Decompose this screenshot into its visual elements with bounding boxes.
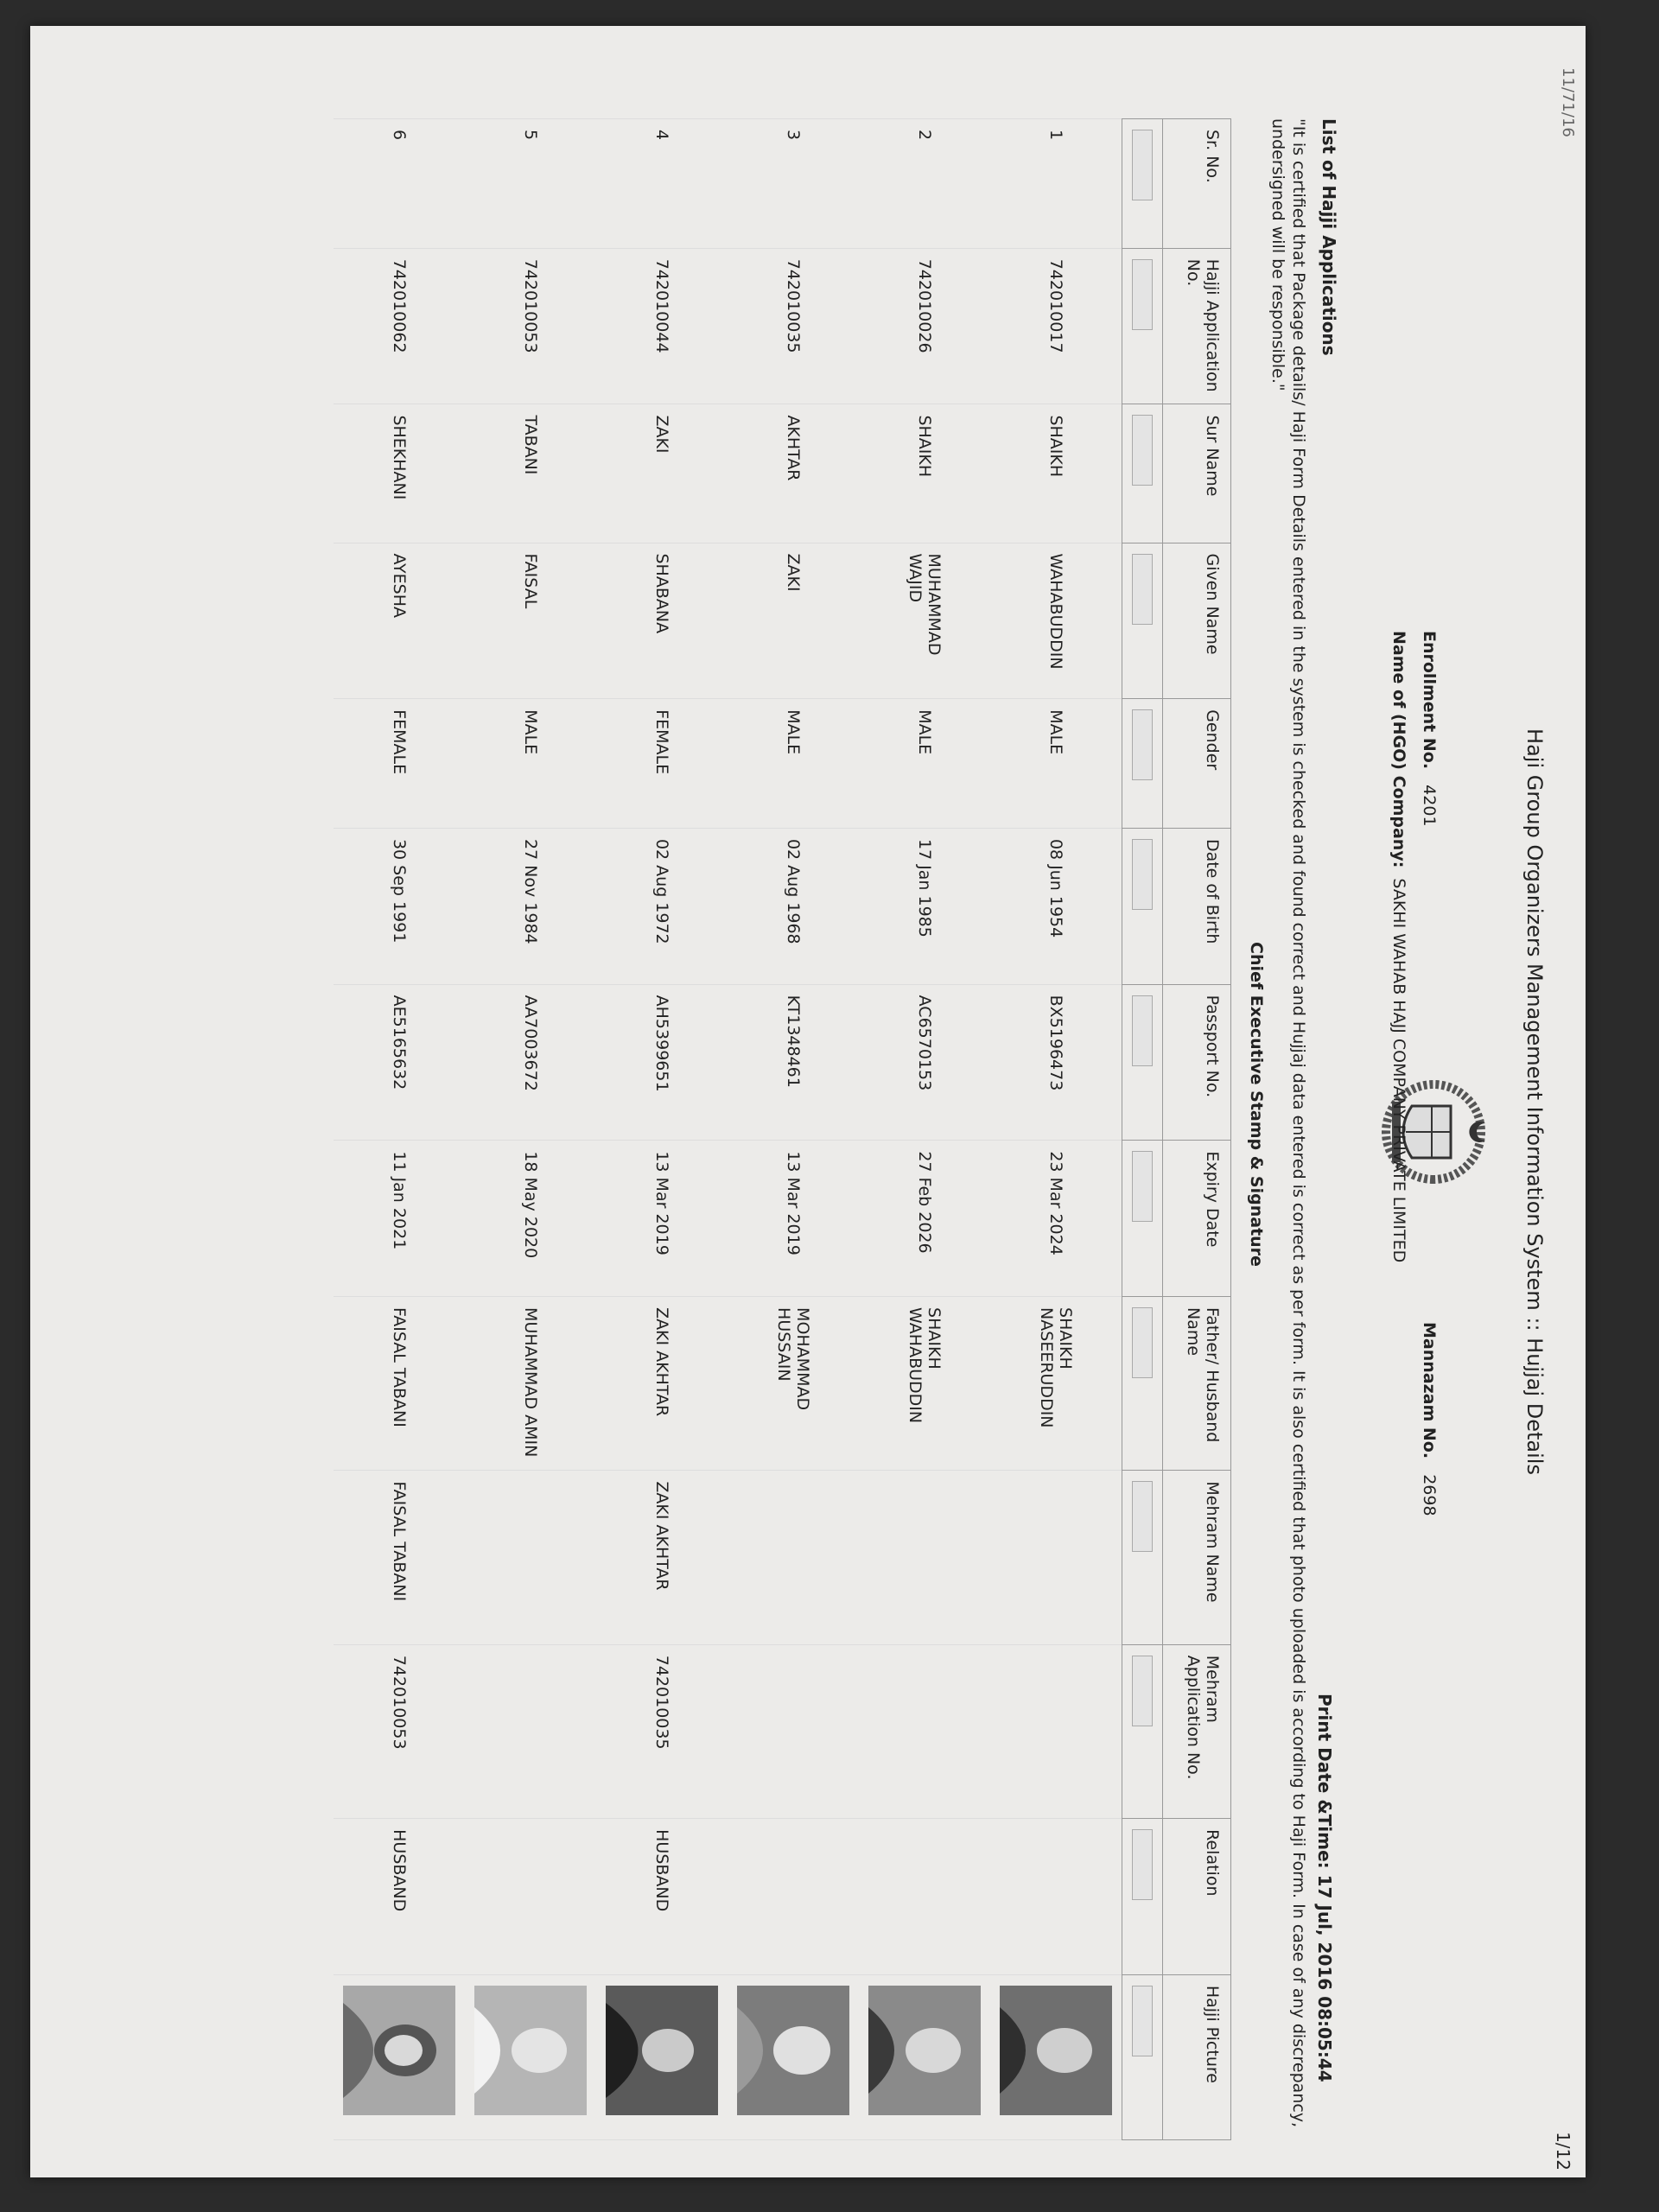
sr-no-cell: 2: [859, 119, 990, 249]
sr-no-cell: 5: [465, 119, 596, 249]
passport-cell: AH5399651: [596, 984, 728, 1141]
dob-cell: 02 Aug 1972: [596, 828, 728, 984]
father-name-cell: FAISAL TABANI: [334, 1297, 465, 1471]
dob-cell: 08 Jun 1954: [990, 828, 1122, 984]
column-header: Hajji Application No.: [1163, 248, 1231, 404]
column-header: Passport No.: [1163, 984, 1231, 1141]
filter-cell: [1122, 828, 1163, 984]
hajji-photo: [868, 1986, 981, 2115]
father-name-cell: SHAIKH NASEERUDDIN: [990, 1297, 1122, 1471]
gender-cell: MALE: [728, 699, 859, 829]
application-no-cell: 742010026: [859, 248, 990, 404]
sur-name-cell: SHEKHANI: [334, 404, 465, 543]
passport-cell: BX5196473: [990, 984, 1122, 1141]
relation-cell: [728, 1819, 859, 1975]
expiry-cell: 23 Mar 2024: [990, 1141, 1122, 1297]
relation-cell: HUSBAND: [596, 1819, 728, 1975]
print-date-value: 17 Jul, 2016 08:05:44: [1314, 1874, 1335, 2082]
sur-name-cell: AKHTAR: [728, 404, 859, 543]
gender-cell: MALE: [859, 699, 990, 829]
picture-cell: [465, 1974, 596, 2139]
mehram-name-cell: [990, 1471, 1122, 1644]
father-name-cell: ZAKI AKHTAR: [596, 1297, 728, 1471]
mehram-app-cell: [728, 1644, 859, 1818]
column-header: Hajji Picture: [1163, 1974, 1231, 2139]
filter-cell: [1122, 1819, 1163, 1975]
mehram-name-cell: ZAKI AKHTAR: [596, 1471, 728, 1644]
expiry-cell: 27 Feb 2026: [859, 1141, 990, 1297]
hajji-applications-table: [334, 118, 1231, 2140]
given-name-cell: WAHABUDDIN: [990, 543, 1122, 699]
filter-cell: [1122, 699, 1163, 829]
mehram-app-cell: 742010053: [334, 1644, 465, 1818]
filter-box: [1132, 1829, 1153, 1900]
table-row: [334, 119, 465, 2140]
given-name-cell: FAISAL: [465, 543, 596, 699]
relation-cell: [465, 1819, 596, 1975]
dob-cell: 30 Sep 1991: [334, 828, 465, 984]
column-header: Sr. No.: [1163, 119, 1231, 249]
filter-box: [1132, 130, 1153, 200]
sr-no-cell: 1: [990, 119, 1122, 249]
expiry-cell: 18 May 2020: [465, 1141, 596, 1297]
passport-cell: AC6570153: [859, 984, 990, 1141]
filter-box: [1132, 259, 1153, 330]
given-name-cell: AYESHA: [334, 543, 465, 699]
company-label: Name of (HGO) Company:: [1389, 631, 1408, 868]
given-name-cell: SHABANA: [596, 543, 728, 699]
table-row: [990, 119, 1122, 2140]
mehram-app-cell: [465, 1644, 596, 1818]
gender-cell: FEMALE: [334, 699, 465, 829]
father-name-cell: MUHAMMAD AMIN: [465, 1297, 596, 1471]
filter-cell: [1122, 1644, 1163, 1818]
picture-cell: [990, 1974, 1122, 2139]
table-row: [728, 119, 859, 2140]
sr-no-cell: 6: [334, 119, 465, 249]
passport-cell: AE5165632: [334, 984, 465, 1141]
father-name-cell: SHAIKH WAHABUDDIN: [859, 1297, 990, 1471]
column-header: Date of Birth: [1163, 828, 1231, 984]
enrollment-label: Enrollment No.: [1420, 631, 1439, 770]
dob-cell: 02 Aug 1968: [728, 828, 859, 984]
print-date: [1314, 1694, 1335, 2082]
filter-box: [1132, 554, 1153, 625]
passport-cell: AA7003672: [465, 984, 596, 1141]
gender-cell: FEMALE: [596, 699, 728, 829]
hajji-photo: [737, 1986, 849, 2115]
filter-cell: [1122, 1297, 1163, 1471]
column-header: Expiry Date: [1163, 1141, 1231, 1297]
column-header: Given Name: [1163, 543, 1231, 699]
page-title: Haji Group Organizers Management Information System :: Hujjaj Details: [1522, 728, 1547, 1475]
filter-cell: [1122, 1141, 1163, 1297]
relation-cell: [859, 1819, 990, 1975]
given-name-cell: MUHAMMAD WAJID: [859, 543, 990, 699]
mehram-name-cell: FAISAL TABANI: [334, 1471, 465, 1644]
filter-box: [1132, 995, 1153, 1066]
filter-cell: [1122, 1471, 1163, 1644]
mehram-name-cell: [728, 1471, 859, 1644]
sur-name-cell: SHAIKH: [990, 404, 1122, 543]
hajji-photo: [1000, 1986, 1112, 2115]
sur-name-cell: SHAIKH: [859, 404, 990, 543]
column-header: Father/ Husband Name: [1163, 1297, 1231, 1471]
filter-box: [1132, 1986, 1153, 2056]
application-no-cell: 742010035: [728, 248, 859, 404]
table-row: [859, 119, 990, 2140]
filter-cell: [1122, 248, 1163, 404]
application-no-cell: 742010017: [990, 248, 1122, 404]
application-no-cell: 742010053: [465, 248, 596, 404]
application-no-cell: 742010044: [596, 248, 728, 404]
hajji-photo: [343, 1986, 455, 2115]
passport-cell: KT1348461: [728, 984, 859, 1141]
mehram-app-cell: 742010035: [596, 1644, 728, 1818]
filter-box: [1132, 1656, 1153, 1726]
mannazam-value: 2698: [1420, 1474, 1439, 1516]
company-value: SAKHI WAHAB HAJJ COMPANY PRIVATE LIMITED: [1389, 878, 1408, 1263]
print-date-label: Print Date &Time:: [1314, 1694, 1335, 1869]
enrollment-number: [1420, 631, 1439, 827]
filter-cell: [1122, 404, 1163, 543]
table-row: [596, 119, 728, 2140]
hajji-photo: [606, 1986, 718, 2115]
column-header: Sur Name: [1163, 404, 1231, 543]
filter-box: [1132, 1481, 1153, 1552]
sur-name-cell: ZAKI: [596, 404, 728, 543]
filter-cell: [1122, 984, 1163, 1141]
filter-cell: [1122, 543, 1163, 699]
mehram-name-cell: [859, 1471, 990, 1644]
sr-no-cell: 3: [728, 119, 859, 249]
picture-cell: [596, 1974, 728, 2139]
gender-cell: MALE: [990, 699, 1122, 829]
hajji-photo: [474, 1986, 587, 2115]
filter-box: [1132, 709, 1153, 780]
dob-cell: 17 Jan 1985: [859, 828, 990, 984]
application-no-cell: 742010062: [334, 248, 465, 404]
father-name-cell: MOHAMMAD HUSSAIN: [728, 1297, 859, 1471]
filter-cell: [1122, 119, 1163, 249]
column-header: Mehram Name: [1163, 1471, 1231, 1644]
mannazam-label: Mannazam No.: [1420, 1322, 1439, 1459]
expiry-cell: 13 Mar 2019: [728, 1141, 859, 1297]
gender-cell: MALE: [465, 699, 596, 829]
picture-cell: [859, 1974, 990, 2139]
page-number: 1/12: [1553, 2132, 1573, 2171]
enrollment-value: 4201: [1420, 785, 1439, 827]
picture-cell: [334, 1974, 465, 2139]
stamp-signature-label: Chief Executive Stamp & Signature: [1247, 942, 1266, 1267]
company-name: [1389, 631, 1408, 1262]
certification-statement: "It is certified that Package details/ Haji Form Details entered in the system is checked and found correct and Hujjaj data entered is correct as per form. It is also certified that photo uploaded is according to Haji Form. In case of any discrepancy, undersigned will be responsible.": [1268, 118, 1308, 2128]
filter-box: [1132, 415, 1153, 486]
printed-page: [30, 26, 1586, 2177]
filter-box: [1132, 1307, 1153, 1378]
sur-name-cell: TABANI: [465, 404, 596, 543]
dob-cell: 27 Nov 1984: [465, 828, 596, 984]
sr-no-cell: 4: [596, 119, 728, 249]
relation-cell: HUSBAND: [334, 1819, 465, 1975]
list-title: List of Hajji Applications: [1319, 118, 1339, 356]
relation-cell: [990, 1819, 1122, 1975]
filter-box: [1132, 839, 1153, 910]
mannazam-number: [1420, 1322, 1439, 1516]
mehram-name-cell: [465, 1471, 596, 1644]
expiry-cell: 13 Mar 2019: [596, 1141, 728, 1297]
picture-cell: [728, 1974, 859, 2139]
filter-row: [1122, 119, 1163, 2140]
mehram-app-cell: [859, 1644, 990, 1818]
column-header: Gender: [1163, 699, 1231, 829]
mehram-app-cell: [990, 1644, 1122, 1818]
given-name-cell: ZAKI: [728, 543, 859, 699]
handwritten-mark: 11/71/16: [1559, 67, 1577, 137]
column-header: Mehram Application No.: [1163, 1644, 1231, 1818]
filter-cell: [1122, 1974, 1163, 2139]
filter-box: [1132, 1151, 1153, 1222]
table-row: [465, 119, 596, 2140]
expiry-cell: 11 Jan 2021: [334, 1141, 465, 1297]
column-header: Relation: [1163, 1819, 1231, 1975]
